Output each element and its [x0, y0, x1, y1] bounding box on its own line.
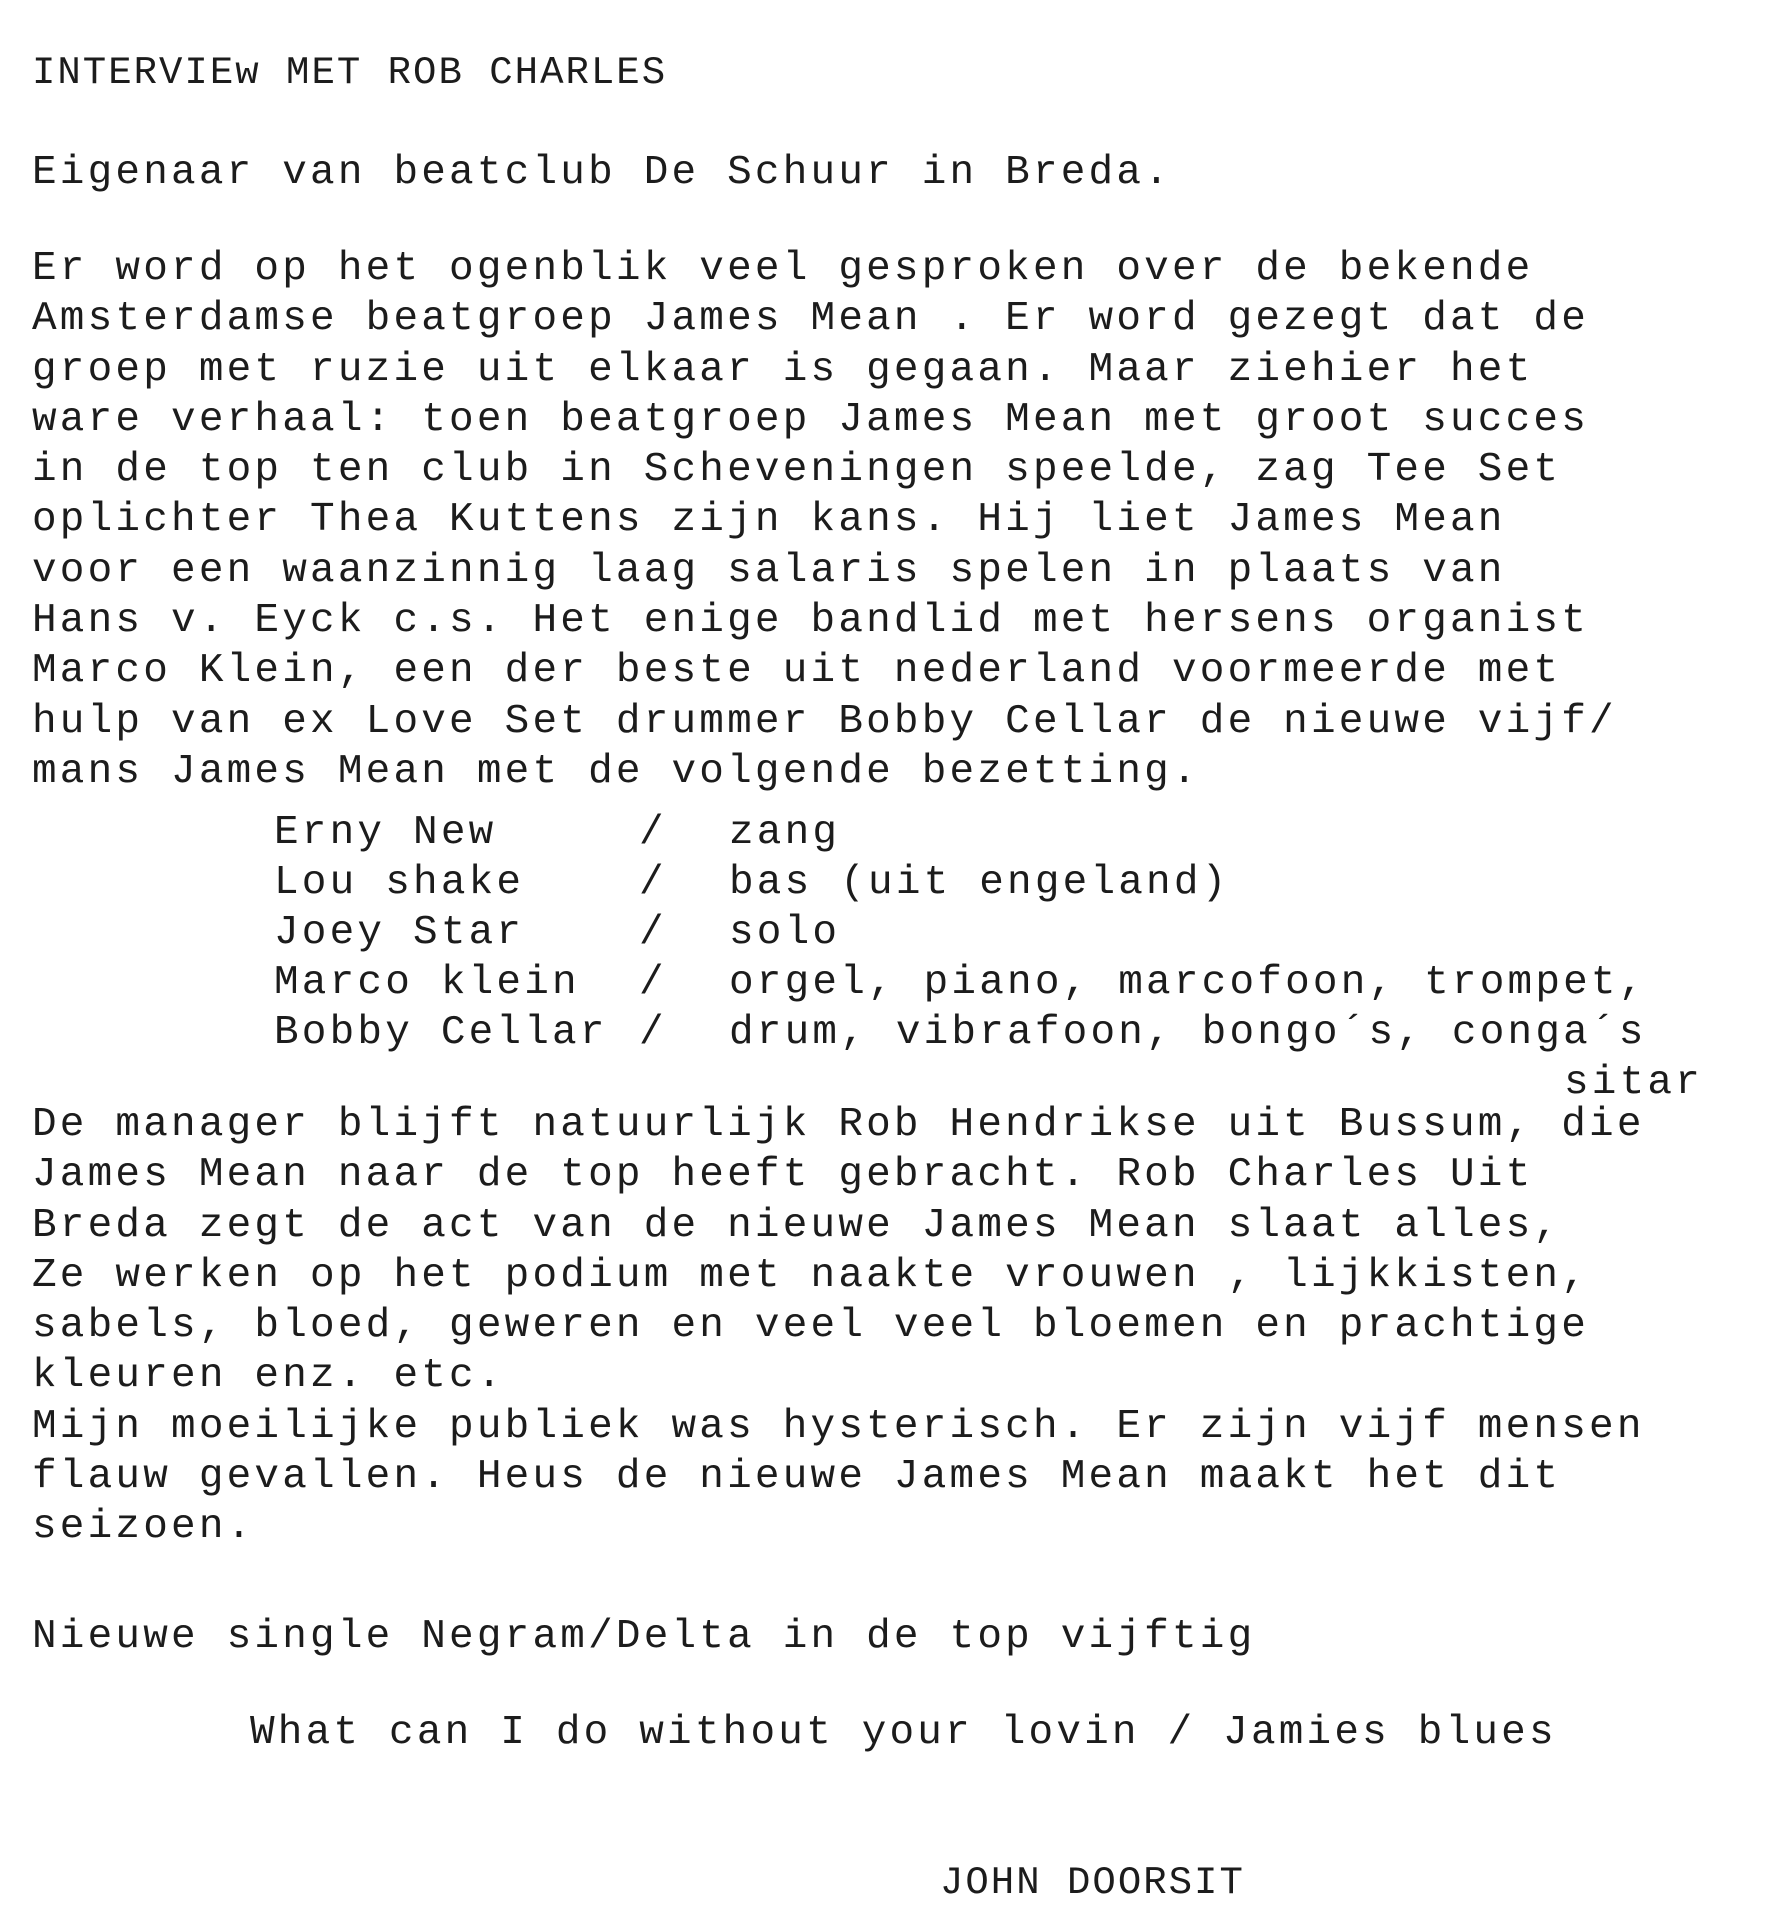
single-intro: Nieuwe single Negram/Delta in de top vijftig: [32, 1614, 1256, 1660]
document-subtitle: Eigenaar van beatclub De Schuur in Breda.: [32, 150, 1172, 196]
paragraph-1-line: groep met ruzie uit elkaar is gegaan. Maar ziehier het: [32, 346, 1534, 393]
member-name: Bobby Cellar: [274, 1010, 608, 1056]
lineup-row: [274, 858, 1774, 908]
member-role-continuation: sitar: [1564, 1060, 1704, 1106]
paragraph-1-line: ware verhaal: toen beatgroep James Mean met groot succes: [32, 396, 1590, 443]
paragraph-2-line: Mijn moeilijke publiek was hysterisch. Er zijn vijf mensen: [32, 1403, 1645, 1450]
paragraph-2-line: seizoen.: [32, 1504, 255, 1551]
member-name: Marco klein: [274, 960, 580, 1006]
lineup-row: [274, 908, 1774, 958]
paragraph-1-line: Er word op het ogenblik veel gesproken over de bekende: [32, 246, 1534, 292]
document-title: INTERVIEw MET ROB CHARLES: [32, 51, 668, 95]
paragraph-2-line: De manager blijft natuurlijk Rob Hendrikse uit Bussum, die: [32, 1102, 1645, 1148]
member-role: drum, vibrafoon, bongo´s, conga´s: [729, 1010, 1647, 1056]
paragraph-1-line: voor een waanzinnig laag salaris spelen in plaats van: [32, 547, 1506, 594]
member-role: solo: [729, 910, 841, 956]
member-role: orgel, piano, marcofoon, trompet,: [729, 960, 1647, 1006]
paragraph-1-line: Amsterdamse beatgroep James Mean . Er word gezegt dat de: [32, 296, 1590, 343]
member-separator: /: [639, 810, 667, 856]
paragraph-1-line: Marco Klein, een der beste uit nederland voormeerde met: [32, 648, 1562, 695]
paragraph-2: [32, 1100, 1772, 1553]
paragraph-2-line: kleuren enz. etc.: [32, 1353, 505, 1400]
author-signature: JOHN DOORSIT: [940, 1861, 1245, 1905]
paragraph-1-line: Hans v. Eyck c.s. Het enige bandlid met hersens organist: [32, 598, 1590, 645]
single-title: What can I do without your lovin / Jamies blues: [250, 1710, 1557, 1756]
paragraph-2-line: James Mean naar de top heeft gebracht. Rob Charles Uit: [32, 1152, 1534, 1199]
member-name: Erny New: [274, 810, 497, 856]
paragraph-2-line: Ze werken op het podium met naakte vrouwen , lijkkisten,: [32, 1252, 1590, 1299]
lineup-row: [274, 1008, 1774, 1058]
member-separator: /: [639, 860, 667, 906]
paragraph-1-line: in de top ten club in Scheveningen speelde, zag Tee Set: [32, 447, 1562, 494]
paragraph-2-line: sabels, bloed, geweren en veel veel bloemen en prachtige: [32, 1303, 1590, 1350]
paragraph-2-line: Breda zegt de act van de nieuwe James Mean slaat alles,: [32, 1202, 1562, 1249]
paragraph-1-line: hulp van ex Love Set drummer Bobby Cellar de nieuwe vijf/: [32, 698, 1617, 745]
lineup-row: [274, 808, 1774, 858]
member-role: bas (uit engeland): [729, 860, 1230, 906]
member-role: zang: [729, 810, 841, 856]
paragraph-1-line: oplichter Thea Kuttens zijn kans. Hij liet James Mean: [32, 497, 1506, 544]
member-separator: /: [639, 910, 667, 956]
lineup-row: [274, 958, 1774, 1008]
member-separator: /: [639, 960, 667, 1006]
member-name: Lou shake: [274, 860, 525, 906]
paragraph-1-line: mans James Mean met de volgende bezetting.: [32, 748, 1200, 795]
band-lineup: [274, 808, 1774, 1108]
member-name: Joey Star: [274, 910, 525, 956]
paragraph-2-line: flauw gevallen. Heus de nieuwe James Mean maakt het dit: [32, 1454, 1562, 1501]
paragraph-1: [32, 244, 1772, 797]
member-separator: /: [639, 1010, 667, 1056]
